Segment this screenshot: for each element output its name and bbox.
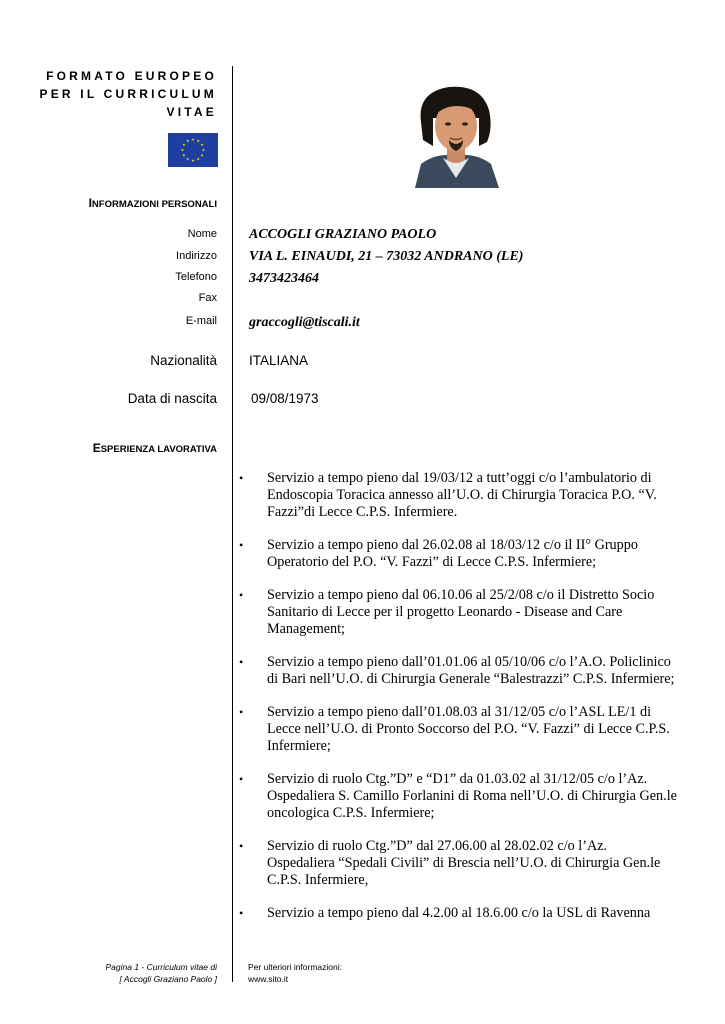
list-item: [238, 470, 678, 521]
indirizzo-label: Indirizzo: [176, 250, 217, 262]
footer-name-line: [ Accogli Graziano Paolo ]: [119, 974, 217, 984]
experience-heading-initial: E: [92, 441, 101, 455]
bullet-icon: •: [239, 705, 244, 719]
cv-title-line-2: PER IL CURRICULUM: [39, 87, 217, 101]
email-label: E-mail: [185, 315, 217, 327]
list-item: [238, 704, 678, 755]
personal-info-heading-rest: NFORMAZIONI PERSONALI: [91, 199, 217, 210]
bullet-icon: •: [239, 655, 244, 669]
bullet-icon: •: [239, 772, 244, 786]
list-item: [238, 838, 678, 889]
list-item: [238, 771, 678, 822]
profile-photo: [407, 82, 505, 188]
experience-text: Servizio a tempo pieno dal 19/03/12 a tutt’oggi c/o l’ambulatorio di Endoscopia Toracica annesso all’U.O. di Chirurgia Toracica P.O. “V. Fazzi”di Lecce C.P.S. Infermiere.: [267, 470, 657, 520]
list-item: [238, 905, 678, 922]
footer-info-line: Per ulteriori informazioni:: [248, 962, 343, 972]
fax-label: Fax: [198, 292, 217, 304]
experience-heading: [93, 441, 217, 455]
indirizzo-value: VIA L. EINAUDI, 21 – 73032 ANDRANO (LE): [249, 249, 524, 264]
footer-site-link[interactable]: www.sito.it: [248, 974, 289, 984]
column-divider: [232, 66, 233, 982]
experience-text: Servizio a tempo pieno dal 4.2.00 al 18.6.00 c/o la USL di Ravenna: [267, 905, 651, 921]
eu-flag-icon: [168, 133, 218, 167]
nome-value: ACCOGLI GRAZIANO PAOLO: [249, 227, 437, 242]
bullet-icon: •: [239, 906, 244, 920]
personal-info-heading: [89, 196, 217, 210]
personal-info-heading-initial: I: [88, 196, 92, 210]
list-item: [238, 654, 678, 688]
telefono-label: Telefono: [175, 271, 217, 283]
nascita-label: Data di nascita: [127, 391, 217, 406]
nome-label: Nome: [187, 228, 217, 240]
telefono-value: 3473423464: [249, 271, 319, 286]
experience-heading-rest: SPERIENZA LAVORATIVA: [100, 444, 217, 455]
experience-text: Servizio a tempo pieno dal 06.10.06 al 25/2/08 c/o il Distretto Socio Sanitario di Lecce per il progetto Leonardo - Disease and Care Management;: [267, 587, 655, 637]
list-item: [238, 537, 678, 571]
experience-text: Servizio a tempo pieno dal 26.02.08 al 18/03/12 c/o il II° Gruppo Operatorio del P.O. “V. Fazzi” di Lecce C.P.S. Infermiere;: [267, 537, 638, 570]
experience-text: Servizio di ruolo Ctg.”D” dal 27.06.00 al 28.02.02 c/o l’Az. Ospedaliera “Spedali Civili” di Brescia nell’U.O. di Chirurgia Gen.le C.P.S. Infermiere,: [267, 838, 661, 888]
bullet-icon: •: [239, 471, 244, 485]
footer-page-info: [106, 961, 218, 985]
footer-contact-info: [248, 961, 342, 985]
bullet-icon: •: [239, 538, 244, 552]
nazionalita-value: ITALIANA: [249, 353, 309, 368]
footer-page-line: Pagina 1 - Curriculum vitae di: [105, 962, 217, 972]
nazionalita-label: Nazionalità: [150, 353, 217, 368]
experience-list: [238, 470, 678, 938]
email-value[interactable]: graccogli@tiscali.it: [249, 315, 360, 330]
list-item: [238, 587, 678, 638]
cv-title-line-1: FORMATO EUROPEO: [46, 69, 217, 83]
experience-text: Servizio di ruolo Ctg.”D” e “D1” da 01.03.02 al 31/12/05 c/o l’Az. Ospedaliera S. Camillo Forlanini di Roma nell’U.O. di Chirurgia Gen.le oncologica C.P.S. Infermiere;: [267, 771, 677, 821]
nascita-value: 09/08/1973: [251, 391, 319, 406]
bullet-icon: •: [239, 588, 244, 602]
experience-text: Servizio a tempo pieno dall’01.08.03 al 31/12/05 c/o l’ASL LE/1 di Lecce nell’U.O. di Pronto Soccorso del P.O. “V. Fazzi” di Lecce C.P.S. Infermiere;: [267, 704, 670, 754]
cv-title-line-3: VITAE: [166, 105, 217, 119]
experience-text: Servizio a tempo pieno dall’01.01.06 al 05/10/06 c/o l’A.O. Policlinico di Bari nell’U.O. di Chirurgia Generale “Balestrazzi” C.P.S. Infermiere;: [267, 654, 675, 687]
bullet-icon: •: [239, 839, 244, 853]
